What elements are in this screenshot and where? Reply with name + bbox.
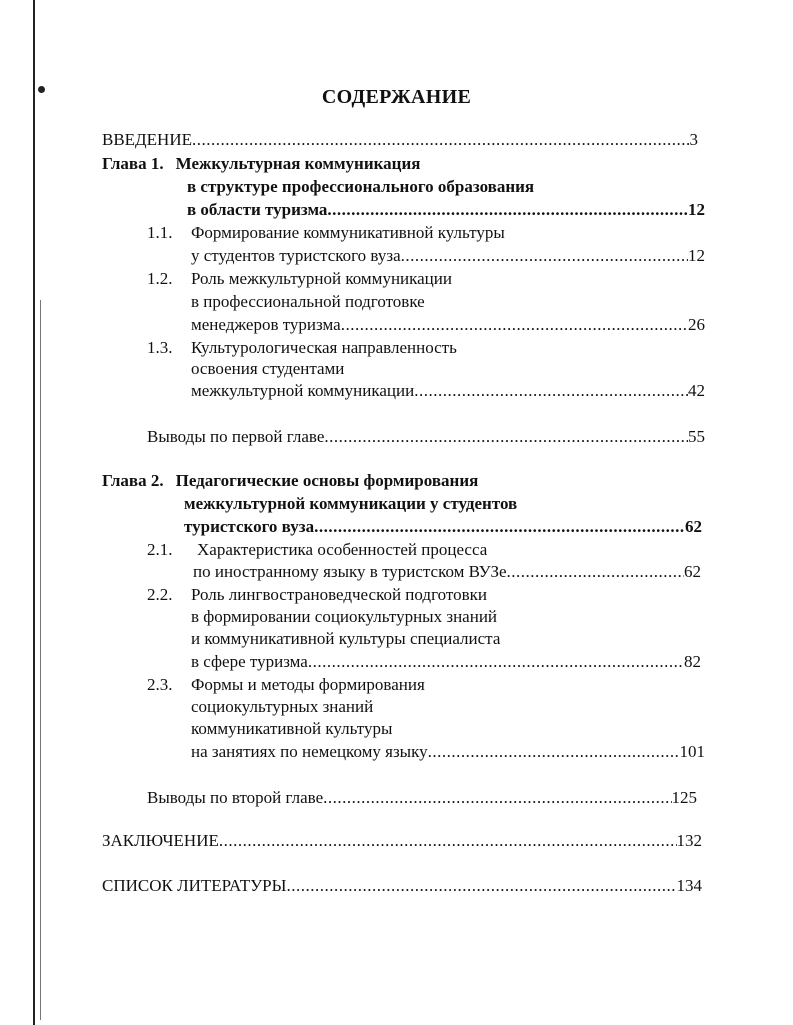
scan-edge-line [33,0,35,1025]
toc-section-1-1-line-2[interactable] [191,245,705,267]
toc-page-number: 134 [676,876,702,895]
toc-section-2-3-line-3 [191,718,705,740]
chapter-1-title-line: в структуре профессионального образования [187,177,535,196]
chapter-2-heading: Глава 2. [102,471,164,490]
section-title-line: социокультурных знаний [191,697,374,716]
toc-page-number: 12 [688,200,705,219]
section-number: 2.2. [147,585,173,604]
toc-chapter-2-line-1[interactable] [102,470,698,492]
dot-leader [323,787,671,809]
dot-leader [314,516,685,538]
toc-section-2-1[interactable] [147,539,697,561]
toc-chapter-1-line-3[interactable] [187,199,705,221]
toc-entry-label: СПИСОК ЛИТЕРАТУРЫ [102,876,287,895]
section-title-line: Формирование коммуникативной культуры [191,223,505,242]
section-title-line: в профессиональной подготовке [191,292,425,311]
toc-entry-label: ВВЕДЕНИЕ [102,130,192,149]
toc-entry-introduction[interactable] [102,129,698,151]
toc-section-2-2[interactable] [147,584,697,606]
section-title-line: в сфере туризма [191,652,308,671]
toc-entry-chapter-2-conclusions[interactable] [147,787,697,809]
chapter-1-heading: Глава 1. [102,154,164,173]
toc-entry-label: Выводы по второй главе [147,788,324,807]
dot-leader [414,380,688,402]
toc-page-number: 101 [679,742,705,761]
section-number: 1.1. [147,223,173,242]
toc-section-2-1-line-2[interactable] [193,561,701,583]
toc-page-number: 82 [684,652,701,671]
toc-page-number: 42 [688,381,705,400]
dot-leader [401,245,688,267]
page-title: СОДЕРЖАНИЕ [321,86,472,108]
section-title-line: по иностранному языку в туристском ВУЗе [193,562,507,581]
section-title-line: Характеристика особенностей процесса [197,540,488,559]
chapter-2-title-line: туристского вуза [184,517,315,536]
toc-chapter-2-line-3[interactable] [184,516,702,538]
toc-page-number: 62 [685,517,702,536]
toc-chapter-1-line-1[interactable] [102,153,698,175]
section-title-line: менеджеров туризма [191,315,341,334]
section-title-line: освоения студентами [191,359,345,378]
section-title-line: и коммуникативной культуры специалиста [191,629,501,648]
section-number: 2.1. [147,540,173,559]
dot-leader [308,651,684,673]
section-title-line: межкультурной коммуникации [191,381,415,400]
dot-leader [327,199,688,221]
section-title-line: на занятиях по немецкому языку [191,742,428,761]
toc-section-1-2[interactable] [147,268,697,290]
chapter-2-title-line: межкультурной коммуникации у студентов [184,494,518,513]
toc-section-2-3[interactable] [147,674,697,696]
toc-section-1-3-line-3[interactable] [191,380,705,402]
toc-section-1-3-line-2 [191,358,705,380]
dot-leader [324,426,688,448]
toc-section-1-3[interactable] [147,337,697,359]
section-title-line: у студентов туристского вуза [191,246,401,265]
toc-entry-conclusion[interactable] [102,830,702,852]
toc-section-2-2-line-2 [191,606,701,628]
toc-section-1-2-line-2 [191,291,705,313]
toc-section-2-3-line-4[interactable] [191,741,705,763]
dot-leader [192,129,690,151]
toc-entry-references[interactable] [102,875,702,897]
toc-page-number: 26 [688,315,705,334]
toc-section-1-2-line-3[interactable] [191,314,705,336]
toc-page-number: 132 [676,831,702,850]
toc-section-2-3-line-2 [191,696,705,718]
section-title-line: в формировании социокультурных знаний [191,607,498,626]
dot-leader [219,830,677,852]
section-title-line: Роль межкультурной коммуникации [191,269,452,288]
dot-leader [341,314,688,336]
section-title-line: коммуникативной культуры [191,719,393,738]
toc-page-number: 62 [684,562,701,581]
dot-leader [507,561,684,583]
scan-edge-line [40,300,41,1020]
toc-chapter-1-line-2 [187,176,698,198]
toc-section-2-2-line-3 [191,628,701,650]
section-number: 1.3. [147,338,173,357]
toc-page-number: 12 [688,246,705,265]
chapter-1-title-line: Межкультурная коммуникация [175,154,421,173]
toc-page-number: 125 [671,788,697,807]
section-number: 2.3. [147,675,173,694]
section-title-line: Культурологическая направленность [191,338,457,357]
toc-page-number: 55 [688,427,705,446]
toc-section-1-1[interactable] [147,222,697,244]
toc-chapter-2-line-2 [184,493,698,515]
toc-page-number: 3 [689,130,698,149]
chapter-1-title-line: в области туризма [187,200,328,219]
chapter-2-title-line: Педагогические основы формирования [175,471,479,490]
section-number: 1.2. [147,269,173,288]
dot-leader [428,741,680,763]
toc-entry-label: Выводы по первой главе [147,427,325,446]
section-title-line: Роль лингвострановедческой подготовки [191,585,487,604]
toc-section-2-2-line-4[interactable] [191,651,701,673]
dot-leader [286,875,676,897]
section-title-line: Формы и методы формирования [191,675,425,694]
toc-entry-chapter-1-conclusions[interactable] [147,426,705,448]
toc-entry-label: ЗАКЛЮЧЕНИЕ [102,831,219,850]
